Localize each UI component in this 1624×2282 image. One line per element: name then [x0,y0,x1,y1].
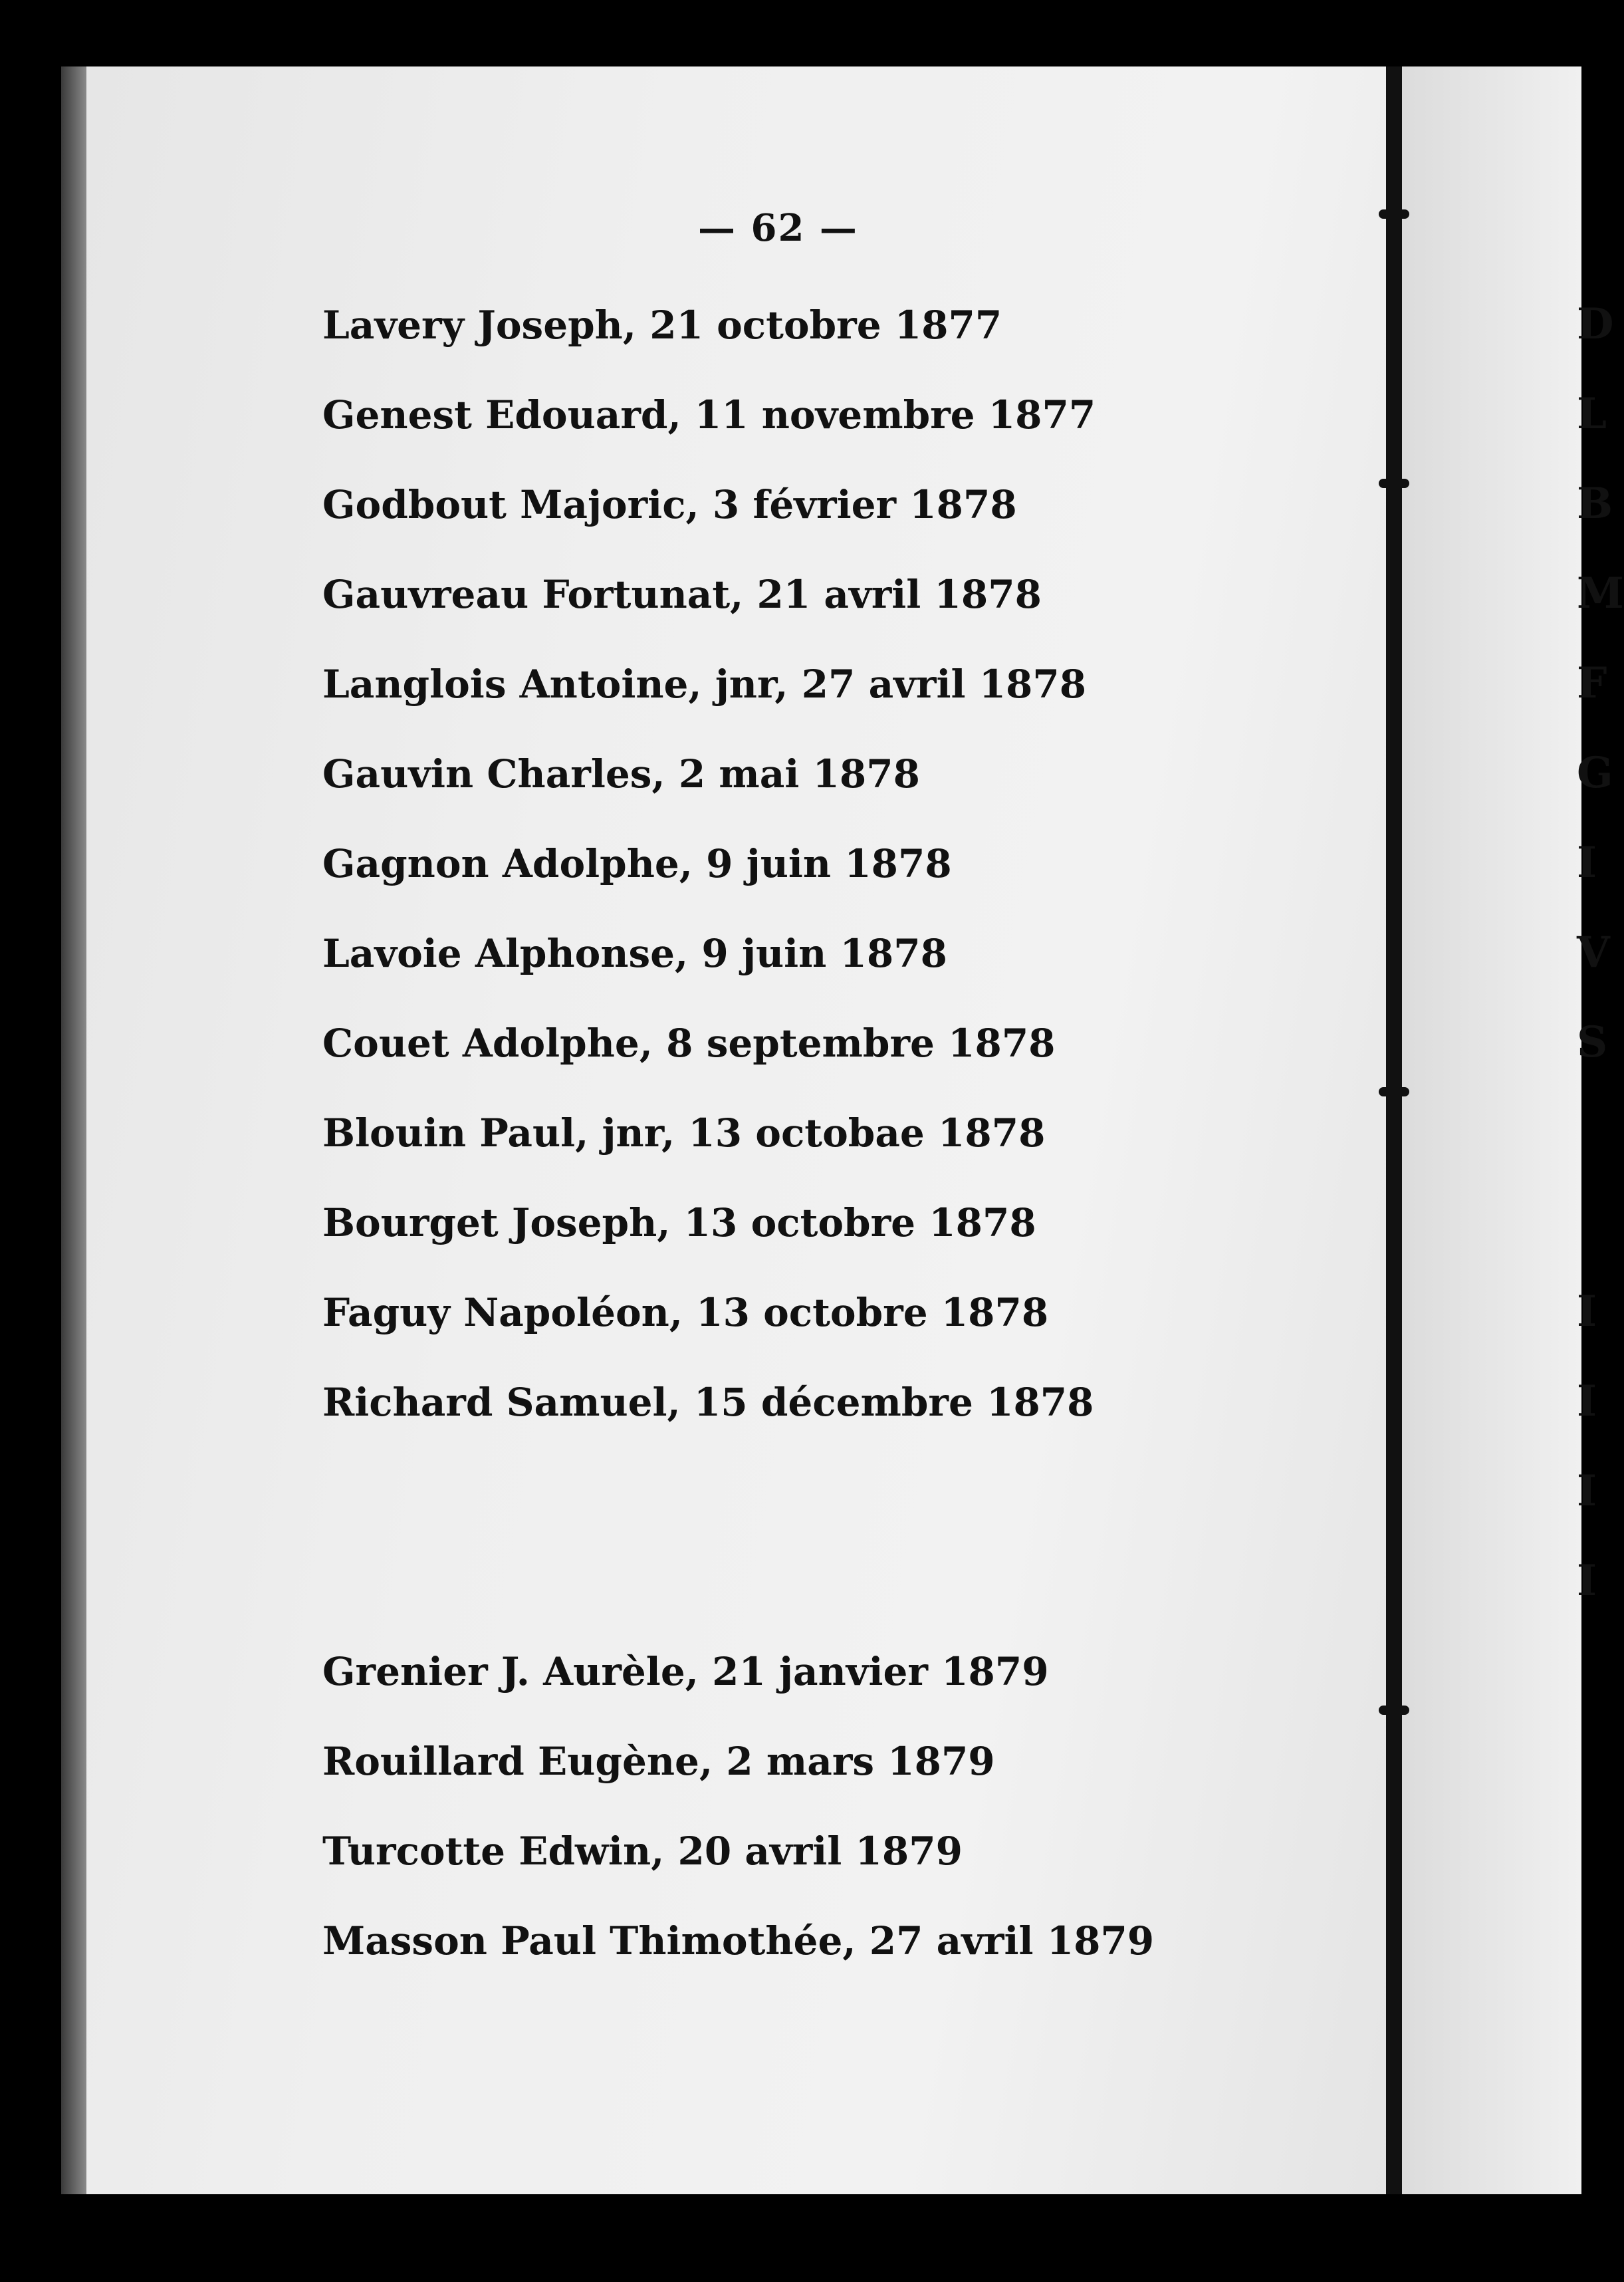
right-page-letter: B [1577,479,1613,529]
list-item: Grenier J. Aurèle, 21 janvier 1879 [322,1649,1049,1694]
right-page-letter: I [1577,1466,1597,1516]
binding-stitch [1379,1087,1409,1096]
list-item: Lavery Joseph, 21 octobre 1877 [322,303,1002,348]
right-page-letter: F [1577,658,1607,708]
binding-stitch [1379,1706,1409,1715]
list-item: Blouin Paul, jnr, 13 octobae 1878 [322,1110,1046,1156]
right-page-letter: I [1577,1556,1597,1606]
binding-stitch [1379,209,1409,219]
right-page-letter: I [1577,1287,1597,1336]
list-item: Couet Adolphe, 8 septembre 1878 [322,1021,1056,1066]
book-gutter [1386,66,1402,2194]
list-item: Masson Paul Thimothée, 27 avril 1879 [322,1918,1155,1964]
list-item: Lavoie Alphonse, 9 juin 1878 [322,931,947,976]
list-item: Rouillard Eugène, 2 mars 1879 [322,1739,995,1784]
right-page-letter: I [1577,838,1597,888]
list-item: Gauvreau Fortunat, 21 avril 1878 [322,572,1042,617]
list-item: Gauvin Charles, 2 mai 1878 [322,751,920,797]
page-number: — 62 — [698,206,858,250]
right-page-letter: G [1577,748,1613,798]
binding-stitch [1379,479,1409,488]
right-page-letter: D [1577,299,1614,349]
right-page-letter: V [1577,928,1610,977]
list-item: Langlois Antoine, jnr, 27 avril 1878 [322,662,1087,707]
list-item: Genest Edouard, 11 novembre 1877 [322,392,1096,438]
list-item: Godbout Majoric, 3 février 1878 [322,482,1017,527]
list-item: Gagnon Adolphe, 9 juin 1878 [322,841,952,886]
right-page-letter: S [1577,1017,1608,1067]
right-page-letter: L [1577,389,1607,439]
right-page-edge [1402,66,1581,2194]
right-page-letter: M [1577,569,1624,618]
list-item: Faguy Napoléon, 13 octobre 1878 [322,1290,1049,1335]
list-item: Turcotte Edwin, 20 avril 1879 [322,1829,963,1874]
list-item: Richard Samuel, 15 décembre 1878 [322,1380,1094,1425]
list-item: Bourget Joseph, 13 octobre 1878 [322,1200,1036,1245]
right-page-letter: I [1577,1376,1597,1426]
